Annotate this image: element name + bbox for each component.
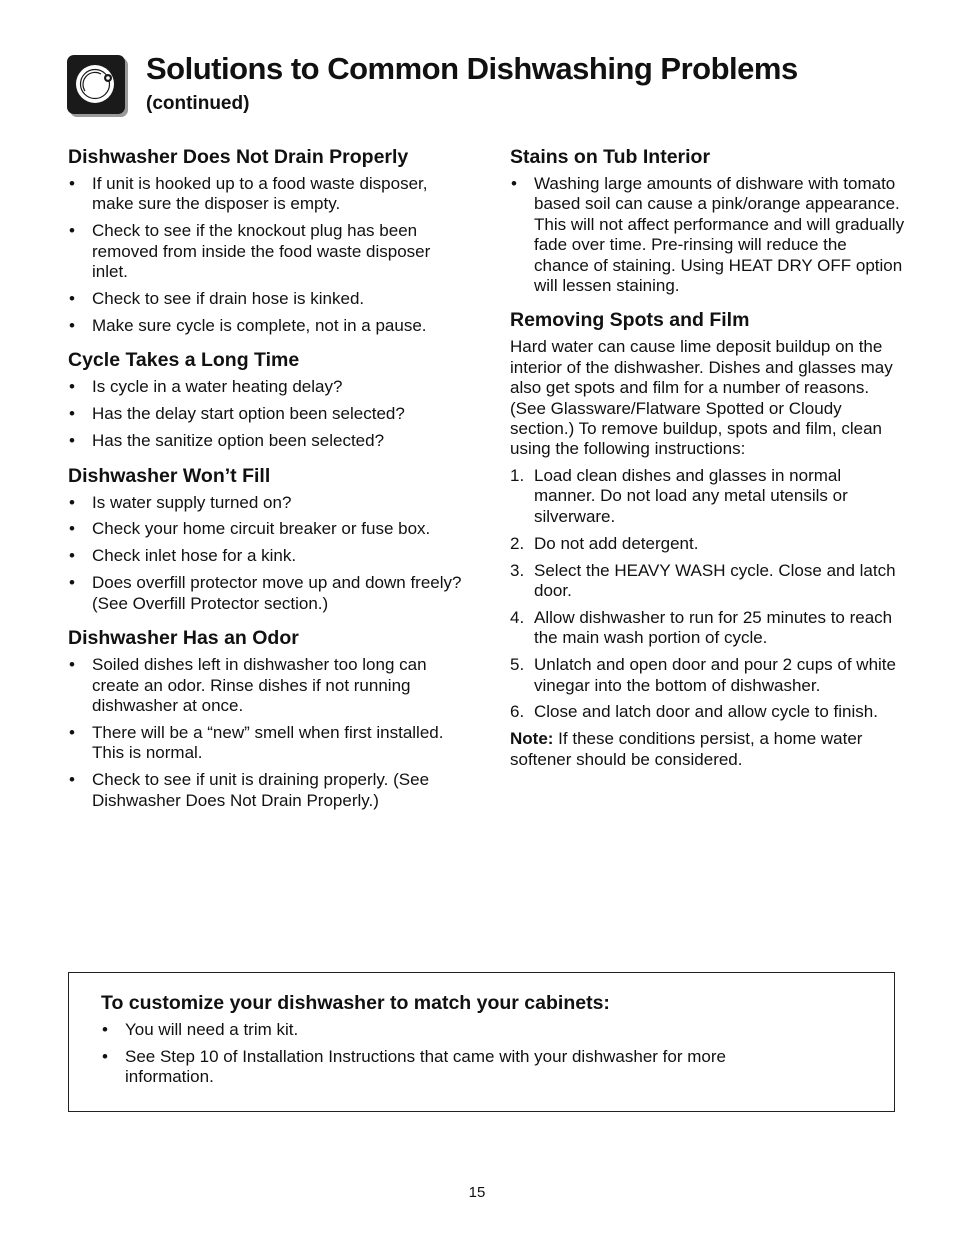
list-item-text: Do not add detergent. [534,533,699,553]
list-item [68,519,463,539]
list-item-text: Check inlet hose for a kink. [92,546,297,566]
list-item [68,723,463,764]
bullet-mark: • [69,221,75,241]
step-number: 1. [510,465,525,485]
list-item [68,431,463,451]
list-item-text: Check to see if the knockout plug has been removed from inside the food waste disposer inlet. [92,221,431,282]
step-number: 6. [510,702,525,722]
list-item-text: There will be a “new” smell when first installed. This is normal. [92,722,444,763]
section-spots-film [510,308,905,770]
note-text: If these conditions persist, a home water softener should be considered. [510,729,863,769]
list-item-text: See Step 10 of Installation Instructions that came with your dishwasher for more information. [125,1046,726,1087]
list-item [68,404,463,424]
bullet-mark: • [69,404,75,424]
bullet-mark: • [69,573,75,593]
bullet-mark: • [69,519,75,539]
right-column [510,145,905,782]
section-intro: Hard water can cause lime deposit buildup on the interior of the dishwasher. Dishes and glasses may also get spots and film for a number of reasons. (See Glassware/Flatware Spotted or Cloudy section.) To remove buildup, spots and film, clean using the following instructions: [510,337,893,459]
list-item [68,546,463,566]
list-item-text: Close and latch door and allow cycle to finish. [534,702,878,722]
list-item-text: Is cycle in a water heating delay? [92,377,343,397]
list-item [68,655,463,716]
bullet-mark: • [69,377,75,397]
bullet-mark: • [102,1046,108,1066]
step-number: 5. [510,655,525,675]
bullet-mark: • [69,289,75,309]
solutions-section-icon [67,55,128,117]
list-item-text: Load clean dishes and glasses in normal manner. Do not load any metal utensils or silverware. [534,465,848,526]
list-item [68,289,463,309]
bullet-mark: • [69,315,75,335]
note-label: Note: [510,729,554,749]
list-item [510,702,905,722]
list-item-text: Make sure cycle is complete, not in a pause. [92,315,427,335]
bullet-list [68,655,463,811]
bullet-list [101,1020,801,1094]
list-item-text: Washing large amounts of dishware with tomato based soil can cause a pink/orange appearance. This will not affect performance and will gradually fade over time. Pre-rinsing will reduce the chance of staining. Using HEAT DRY OFF option will lessen staining. [534,174,905,296]
list-item-text: Check your home circuit breaker or fuse box. [92,519,431,539]
list-item [510,561,905,602]
numbered-list [510,466,905,723]
list-item-text: Select the HEAVY WASH cycle. Close and latch door. [534,560,896,600]
list-item-text: Has the delay start option been selected? [92,404,405,424]
bullet-list [68,493,463,615]
list-item [68,770,463,811]
list-item [68,493,463,513]
list-item [68,316,463,336]
bullet-mark: • [511,174,517,193]
list-item [101,1047,801,1088]
list-item [510,466,905,527]
step-number: 3. [510,560,525,580]
bullet-mark: • [69,655,75,675]
step-number: 4. [510,607,525,627]
list-item [68,377,463,397]
list-item [68,573,463,614]
section-heading: Stains on Tub Interior [510,146,711,168]
bullet-mark: • [69,770,75,790]
list-item-text: Check to see if unit is draining properly. (See Dishwasher Does Not Drain Properly.) [92,770,430,810]
bullet-mark: • [69,722,75,742]
list-item-text: If unit is hooked up to a food waste disposer, make sure the disposer is empty. [92,174,428,214]
bullet-list [510,174,905,296]
list-item [101,1020,801,1040]
list-item [510,608,905,649]
section-long-time [68,348,463,451]
bullet-list [68,377,463,451]
page-number: 15 [468,1184,486,1201]
section-drain [68,145,463,336]
customize-box [68,972,895,1112]
bullet-mark: • [69,546,75,566]
page-subtitle: (continued) [146,93,250,114]
list-item-text: Soiled dishes left in dishwasher too long can create an odor. Rinse dishes if not running dishwasher at once. [92,655,427,715]
list-item-text: Is water supply turned on? [92,492,292,512]
section-wont-fill [68,464,463,615]
list-item [510,655,905,696]
bullet-mark: • [69,492,75,512]
section-heading: Removing Spots and Film [510,309,750,332]
section-heading: Dishwasher Does Not Drain Properly [68,146,409,168]
step-number: 2. [510,533,525,553]
list-item [510,174,905,296]
bullet-mark: • [102,1020,108,1039]
bullet-list [68,174,463,336]
list-item-text: Does overfill protector move up and down freely? (See Overfill Protector section.) [92,573,462,613]
note [510,729,905,770]
list-item-text: Check to see if drain hose is kinked. [92,289,365,309]
list-item-text: You will need a trim kit. [125,1020,299,1039]
list-item [68,174,463,215]
left-column [68,145,463,823]
bullet-mark: • [69,431,75,451]
list-item-text: Unlatch and open door and pour 2 cups of white vinegar into the bottom of dishwasher. [534,655,896,695]
section-odor [68,626,463,811]
section-heading: Cycle Takes a Long Time [68,349,300,372]
bullet-mark: • [69,174,75,193]
list-item-text: Allow dishwasher to run for 25 minutes to reach the main wash portion of cycle. [534,607,893,648]
list-item [68,221,463,282]
list-item-text: Has the sanitize option been selected? [92,431,385,451]
box-heading: To customize your dishwasher to match your cabinets: [101,992,610,1014]
page-title: Solutions to Common Dishwashing Problems [146,51,798,86]
section-heading: Dishwasher Has an Odor [68,627,299,650]
list-item [510,534,905,554]
section-stains [510,145,905,296]
section-heading: Dishwasher Won’t Fill [68,464,271,487]
